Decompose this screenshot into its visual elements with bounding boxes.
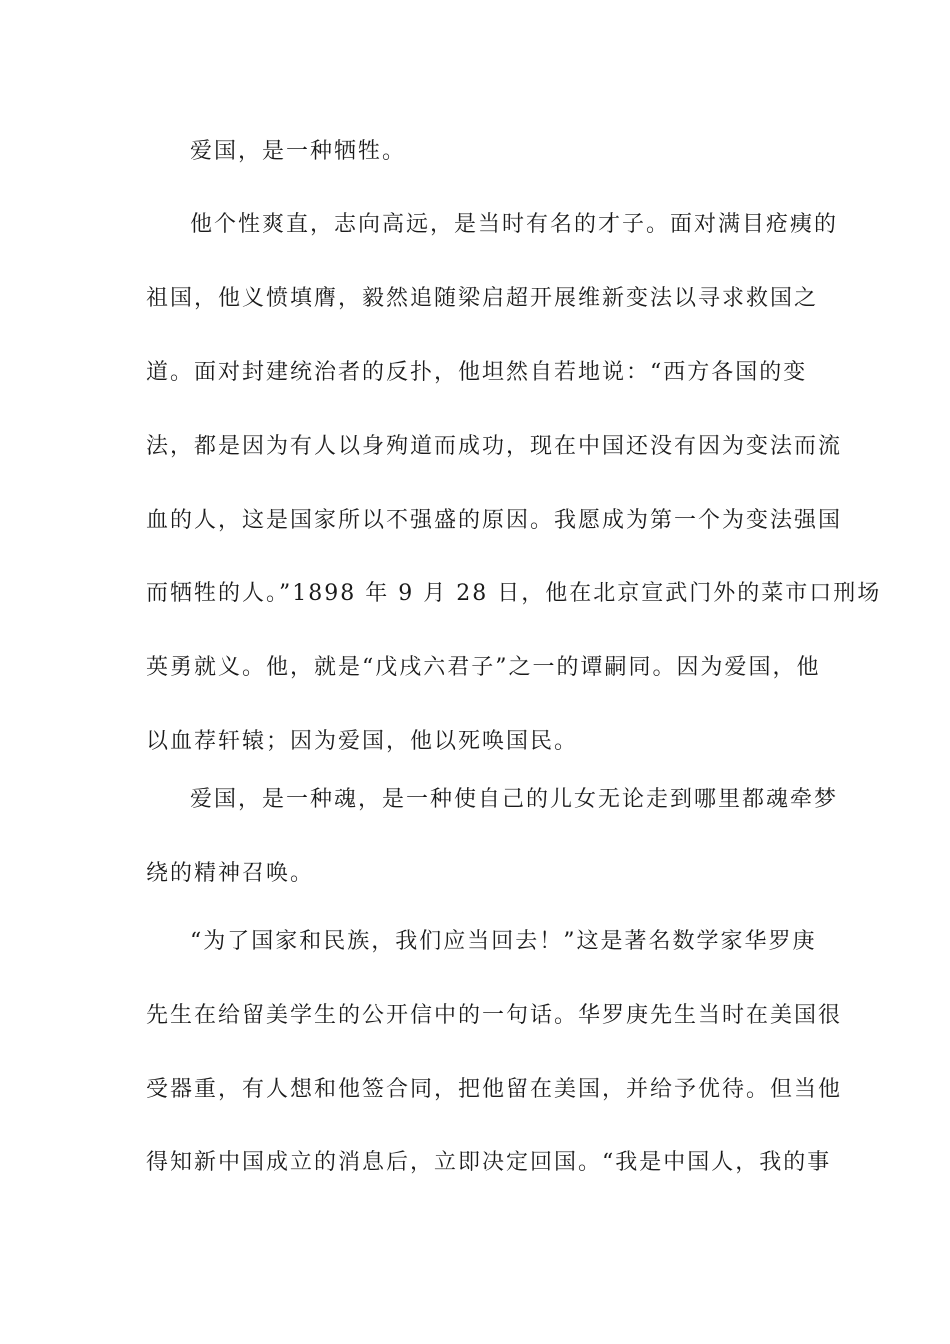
paragraph-1-line-1: 爱国，是一种牺牲。 bbox=[190, 139, 407, 164]
paragraph-2-line-5: 血的人，这是国家所以不强盛的原因。我愿成为第一个为变法强国 bbox=[146, 508, 843, 533]
paragraph-2-line-7: 英勇就义。他，就是“戊戌六君子”之一的谭嗣同。因为爱国，他 bbox=[146, 655, 821, 680]
paragraph-4-line-4: 得知新中国成立的消息后，立即决定回国。“我是中国人，我的事 bbox=[146, 1150, 832, 1175]
paragraph-2-line-4: 法，都是因为有人以身殉道而成功，现在中国还没有因为变法而流 bbox=[146, 434, 843, 459]
paragraph-3-line-1: 爱国，是一种魂，是一种使自己的儿女无论走到哪里都魂牵梦 bbox=[190, 787, 839, 812]
paragraph-2-line-1: 他个性爽直，志向高远，是当时有名的才子。面对满目疮痍的 bbox=[190, 212, 839, 237]
paragraph-4-line-3: 受器重，有人想和他签合同，把他留在美国，并给予优待。但当他 bbox=[146, 1077, 843, 1102]
paragraph-2-line-6: 而牺牲的人。”1898 年 9 月 28 日，他在北京宣武门外的菜市口刑场 bbox=[146, 581, 882, 606]
paragraph-2-line-2: 祖国，他义愤填膺，毅然追随梁启超开展维新变法以寻求救国之 bbox=[146, 286, 819, 311]
paragraph-4-line-2: 先生在给留美学生的公开信中的一句话。华罗庚先生当时在美国很 bbox=[146, 1003, 843, 1028]
paragraph-3-line-2: 绕的精神召唤。 bbox=[146, 861, 315, 886]
paragraph-4-line-1: “为了国家和民族，我们应当回去！”这是著名数学家华罗庚 bbox=[190, 929, 817, 954]
paragraph-2-line-3: 道。面对封建统治者的反扑，他坦然自若地说：“西方各国的变 bbox=[146, 360, 808, 385]
paragraph-2-line-8: 以血荐轩辕；因为爱国，他以死唤国民。 bbox=[146, 729, 579, 754]
